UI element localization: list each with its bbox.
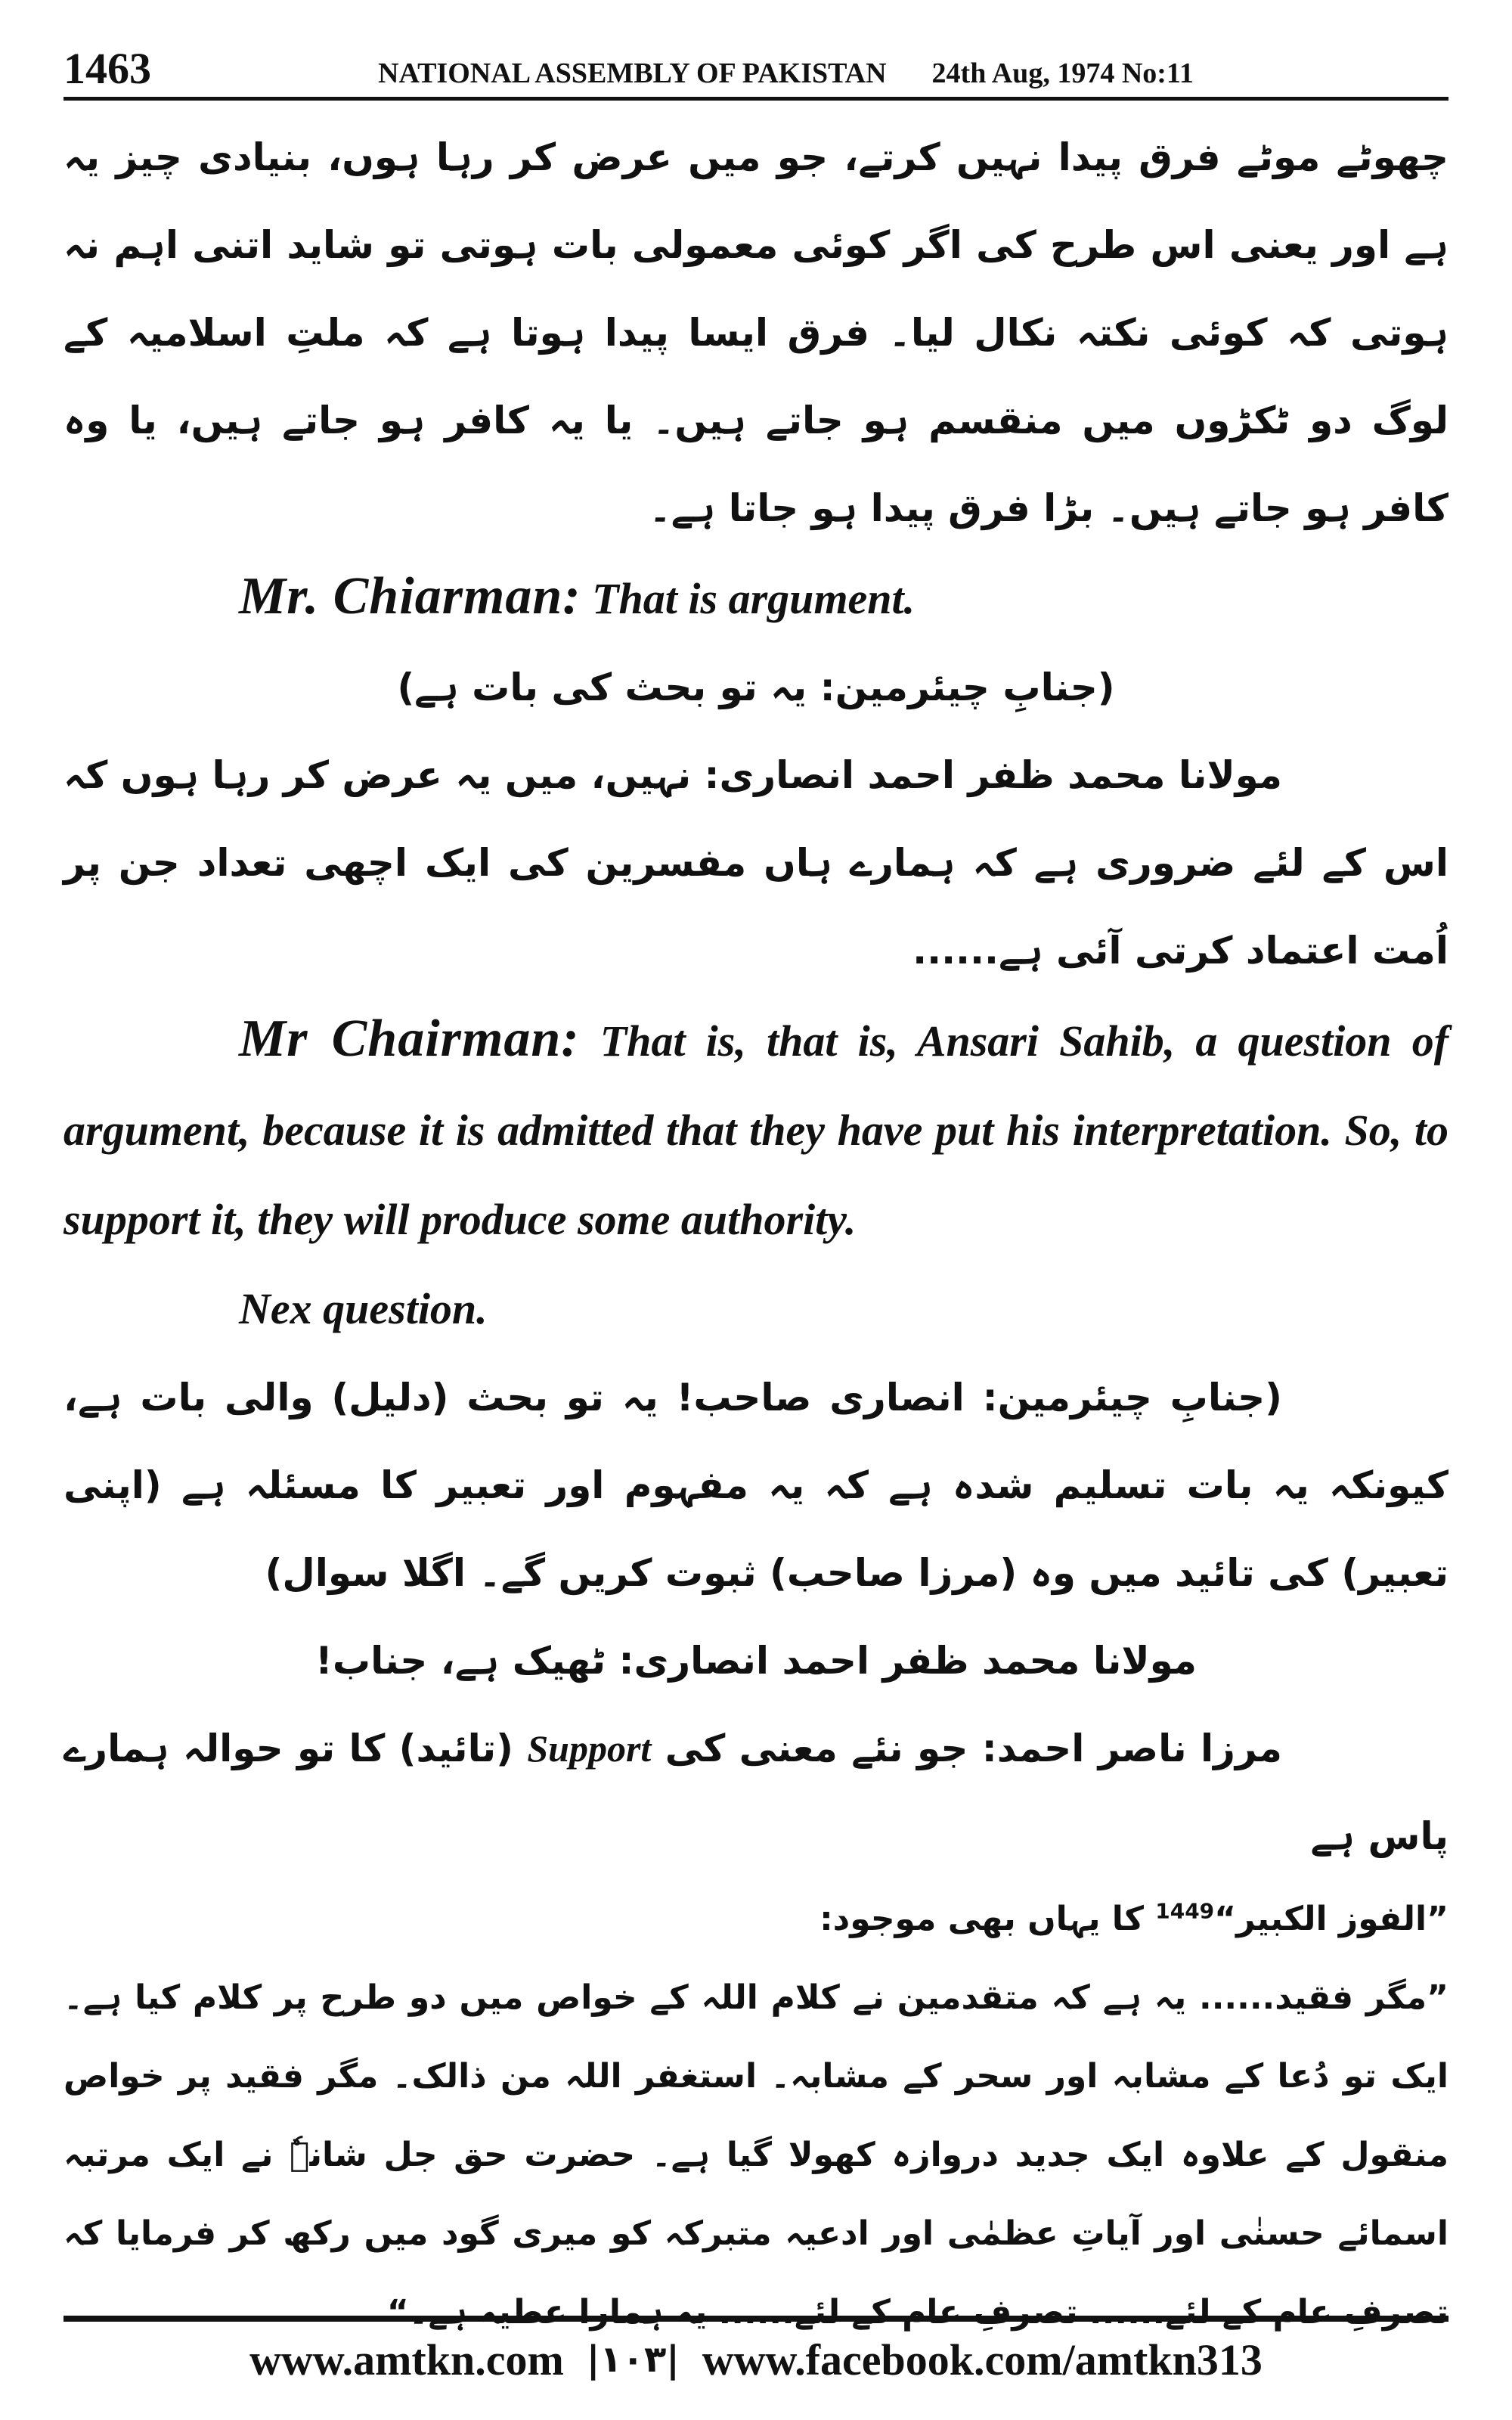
footer-left-url[interactable]: www.amtkn.com bbox=[249, 2335, 564, 2384]
speaker-label: (جنابِ چیئرمین: bbox=[982, 1376, 1282, 1419]
speech-text: انصاری صاحب! یہ تو بحث (دلیل) والی بات ہے، کیونکہ یہ بات تسلیم شدہ ہے کہ یہ مفہوم اور تعبیر کا مسئلہ ہے (اپنی تعبیر) کی تائید میں وہ (مرزا صاحب) ثبوت کریں گے۔ اگلا سوال) bbox=[64, 1376, 1448, 1595]
speaker-label: مولانا محمد ظفر احمد انصاری: bbox=[618, 1639, 1197, 1683]
urdu-translation-2 bbox=[64, 1354, 1448, 1617]
footer-page-marker: |۱۰۳| bbox=[586, 2338, 680, 2381]
speech-text: ٹھیک ہے، جناب! bbox=[315, 1639, 619, 1683]
english-paragraph-next-question: Nex question. bbox=[239, 1284, 488, 1333]
speaker-label: Mr Chairman: bbox=[239, 1010, 580, 1068]
reference-number: 1449 bbox=[1155, 1898, 1215, 1924]
speech-text: نہیں، میں یہ عرض کر رہا ہوں کہ اس کے لئے ضروری ہے کہ ہمارے ہاں مفسرین کی ایک اچھی تعداد جن پر اُمت اعتماد کرتی آئی ہے...... bbox=[64, 753, 1448, 973]
english-paragraph-chairman-2 bbox=[64, 994, 1448, 1264]
book-title: ”الفوز الکبیر“ bbox=[1214, 1900, 1448, 1938]
speech-text: That is, that is, Ansari Sahib, a question of argument, because it is admitted that they have put his interpretation. So, to support it, they will produce some authority. bbox=[64, 1016, 1449, 1244]
header-rule bbox=[64, 97, 1448, 101]
document-body bbox=[64, 113, 1448, 2352]
page-number: 1463 bbox=[64, 44, 151, 93]
speaker-label: مرزا ناصر احمد: bbox=[981, 1727, 1282, 1770]
inline-english-term: Support bbox=[527, 1727, 652, 1770]
footer-rule bbox=[64, 2316, 1448, 2322]
urdu-paragraph-ansari-1 bbox=[64, 731, 1448, 994]
english-paragraph-chairman-1 bbox=[64, 552, 1448, 644]
speaker-label: Mr. Chiarman: bbox=[239, 567, 581, 625]
urdu-paragraph-mirza bbox=[64, 1705, 1448, 1880]
reference-line bbox=[64, 1880, 1448, 1959]
quotation-paragraph: ”مگر فقید...... یہ ہے کہ متقدمین نے کلام اللہ کے خواص میں دو طرح پر کلام کیا ہے۔ ایک تو دُعا کے مشابہ اور سحر کے مشابہ۔ استغفر اللہ من ذالک۔ مگر فقید پر خواص منقول کے علاوہ ایک جدید دروازہ کھولا گیا ہے۔ حضرت حق جل شانہٗ نے ایک مرتبہ اسمائے حسنٰی اور آیاتِ عظمٰی اور ادعیہ متبرکہ کو میری گود میں رکھ کر فرمایا کہ تصرفِ عام کے لئے...... تصرفِ عام کے لئے...... یہ ہمارا عطیہ ہے۔“ bbox=[64, 1978, 1448, 2332]
urdu-paragraph-1: چھوٹے موٹے فرق پیدا نہیں کرتے، جو میں عرض کر رہا ہوں، بنیادی چیز یہ ہے اور یعنی اس طرح کی اگر کوئی معمولی بات ہوتی تو شاید اتنی اہم نہ ہوتی کہ کوئی نکتہ نکال لیا۔ فرق ایسا پیدا ہوتا ہے کہ ملتِ اسلامیہ کے لوگ دو ٹکڑوں میں منقسم ہو جاتے ہیں۔ یا یہ کافر ہو جاتے ہیں، یا وہ کافر ہو جاتے ہیں۔ بڑا فرق پیدا ہو جاتا ہے۔ bbox=[64, 135, 1448, 530]
footer-right-url[interactable]: www.facebook.com/amtkn313 bbox=[702, 2335, 1263, 2384]
reference-text: کا یہاں بھی موجود: bbox=[820, 1900, 1156, 1938]
urdu-translation-1: (جنابِ چیئرمین: یہ تو بحث کی بات ہے) bbox=[397, 666, 1115, 709]
page-header bbox=[64, 30, 1448, 91]
speech-text: جو نئے معنی کی bbox=[651, 1727, 982, 1770]
speech-text: That is argument. bbox=[581, 574, 916, 623]
urdu-paragraph-ansari-2 bbox=[64, 1617, 1448, 1705]
speaker-label: مولانا محمد ظفر احمد انصاری: bbox=[704, 753, 1282, 797]
header-date: 24th Aug, 1974 No:11 bbox=[931, 57, 1194, 89]
header-title: NATIONAL ASSEMBLY OF PAKISTAN bbox=[378, 57, 887, 89]
speech-text: (تائید) کا تو حوالہ ہمارے پاس ہے bbox=[64, 1727, 1448, 1858]
page-footer bbox=[64, 2333, 1448, 2386]
